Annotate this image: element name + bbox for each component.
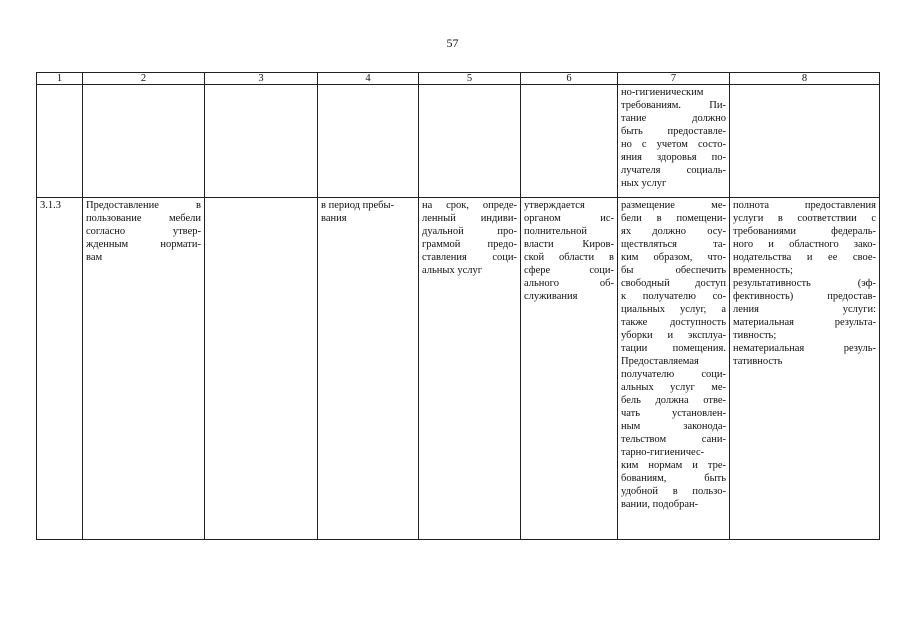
cell-text-line: органом ис- [524, 213, 614, 224]
cell-empty [318, 85, 419, 198]
cell-text-line: но с учетом состо- [621, 139, 726, 150]
cell-text-line: тивность; [733, 330, 777, 341]
cell-text-line: тативность [733, 356, 783, 367]
cell-text-line: ществляться та- [621, 239, 726, 250]
cell-text-line: ким образом, что- [621, 252, 726, 263]
cell-text-line: ления услуги: [733, 304, 876, 315]
cell-empty [205, 85, 318, 198]
cell-text-line: полнота предоставления [733, 200, 876, 211]
cell-text-line: граммой предо- [422, 239, 517, 250]
cell-text-line: вам [86, 252, 103, 263]
cell-empty [521, 85, 618, 198]
cell-text-line: власти Киров- [524, 239, 614, 250]
cell-text-line: бель должна отве- [621, 395, 726, 406]
cell-text-line: сфере соци- [524, 265, 614, 276]
cell-text-line: полнительной [524, 226, 587, 237]
cell-text-line: пользование мебели [86, 213, 201, 224]
cell-text-line: циальных услуг, а [621, 304, 726, 315]
cell-text-line: бели в помещени- [621, 213, 726, 224]
cell-text-line: временность; [733, 265, 793, 276]
cell-text-line: дуальной про- [422, 226, 517, 237]
cell-text-line: свободный доступ [621, 278, 726, 289]
continuation-row [37, 85, 880, 198]
service-name-cell [83, 198, 205, 540]
cell-text-line: к получателю со- [621, 291, 726, 302]
column-header-5: 5 [419, 73, 521, 85]
cell-text-line: ким нормам и тре- [621, 460, 726, 471]
cell-text-line: Предоставление в [86, 200, 201, 211]
cell-empty [419, 85, 521, 198]
column-header-7: 7 [618, 73, 730, 85]
cell-text-line: также доступность [621, 317, 726, 328]
cell-text-line: ным законода- [621, 421, 726, 432]
column-header-3: 3 [205, 73, 318, 85]
cell-text-line: тельством сани- [621, 434, 726, 445]
cell-text-line: ных услуг [621, 178, 667, 189]
cell-text-line: Предоставляемая [621, 356, 699, 367]
cell-empty [37, 85, 83, 198]
cell-text-line: но-гигиеническим [621, 87, 704, 98]
cell-text-line: утверждается [524, 200, 585, 211]
service-volume-cell [419, 198, 521, 540]
cell-text-line: нематериальная резуль- [733, 343, 876, 354]
cell-text-line: служивания [524, 291, 578, 302]
cell-text-line: альных услуг ме- [621, 382, 726, 393]
cell-text-line: вании, подобран- [621, 499, 699, 510]
cell-text-line: тание должно [621, 113, 726, 124]
cell-text-line: размещение ме- [621, 200, 726, 211]
column-header-4: 4 [318, 73, 419, 85]
cell-text-line: лучателя социаль- [621, 165, 726, 176]
cell-text-line: ской области в [524, 252, 614, 263]
service-cost-cell [521, 198, 618, 540]
service-timing-cell [318, 198, 419, 540]
cell-text-line: тации помещения. [621, 343, 726, 354]
cell-empty [730, 85, 880, 198]
column-header-1: 1 [37, 73, 83, 85]
cell-text-line: нодательства и ее свое- [733, 252, 876, 263]
cell-text-line: требованиями федераль- [733, 226, 876, 237]
services-table [36, 72, 880, 540]
service-conditions-cell [618, 198, 730, 540]
service-code: 3.1.3 [40, 200, 61, 211]
cell-text-line: получателю соци- [621, 369, 726, 380]
cell-text-line: на срок, опреде- [422, 200, 517, 211]
cell-text-line: в период пребы- [321, 200, 395, 211]
cell-text-line: услуги в соответствии с [733, 213, 876, 224]
cell-text-line: удобной в пользо- [621, 486, 726, 497]
cell-text-line: альных услуг [422, 265, 483, 276]
cell-text-line: ального об- [524, 278, 614, 289]
table-header-row [37, 73, 880, 85]
cell-text-line: жденным нормати- [86, 239, 201, 250]
continuation-conditions-cell [618, 85, 730, 198]
column-header-6: 6 [521, 73, 618, 85]
service-row [37, 198, 880, 540]
cell-text-line: чать установлен- [621, 408, 726, 419]
cell-text-line: вания [321, 213, 347, 224]
service-code-cell [37, 198, 83, 540]
cell-text-line: ях должно осу- [621, 226, 726, 237]
column-header-2: 2 [83, 73, 205, 85]
service-description-cell [205, 198, 318, 540]
cell-text-line: ставления соци- [422, 252, 517, 263]
cell-text-line: ленный индиви- [422, 213, 517, 224]
page-number: 57 [446, 36, 459, 50]
cell-text-line: бованиям, быть [621, 473, 726, 484]
service-quality-cell [730, 198, 880, 540]
cell-text-line: ного и областного зако- [733, 239, 876, 250]
cell-empty [83, 85, 205, 198]
cell-text-line: тарно-гигиеничес- [621, 447, 705, 458]
cell-text-line: материальная результа- [733, 317, 876, 328]
cell-text-line: яния здоровья по- [621, 152, 726, 163]
cell-text-line: фективность) предостав- [733, 291, 876, 302]
cell-text-line: результативность (эф- [733, 278, 876, 289]
cell-text-line: бы обеспечить [621, 265, 726, 276]
cell-text-line: уборки и эксплуа- [621, 330, 726, 341]
column-header-8: 8 [730, 73, 880, 85]
cell-text-line: согласно утвер- [86, 226, 201, 237]
cell-text-line: быть предоставле- [621, 126, 726, 137]
cell-text-line: требованиям. Пи- [621, 100, 726, 111]
